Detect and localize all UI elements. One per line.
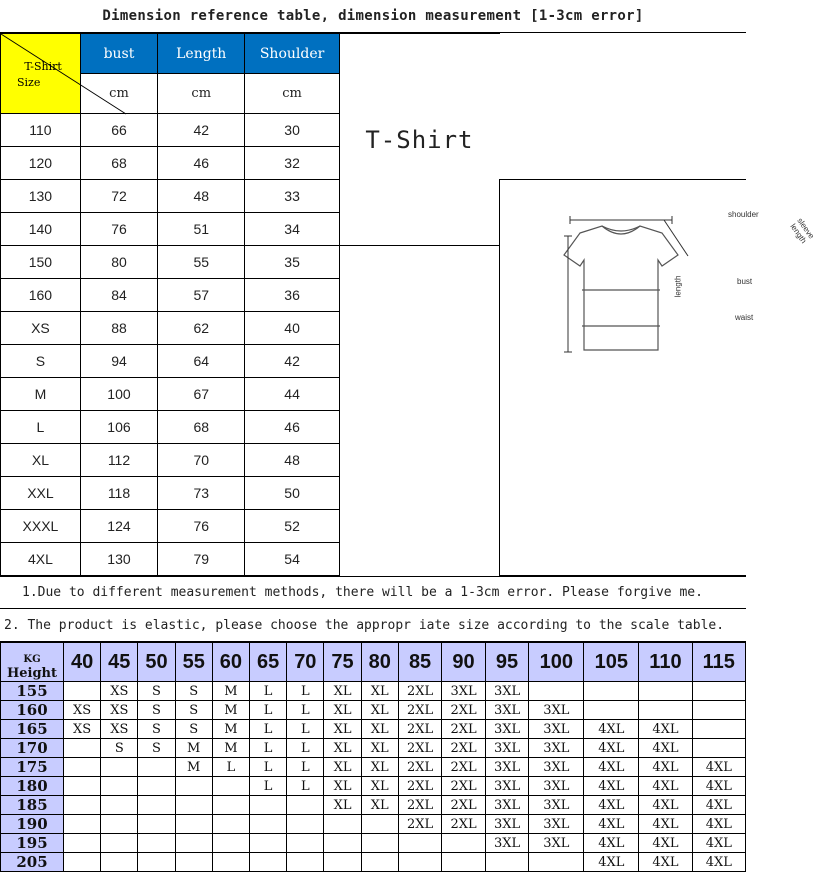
size-cell-size: 150 [1, 246, 81, 279]
size-recommendation-cell: M [212, 739, 249, 758]
size-recommendation-cell: 3XL [485, 758, 528, 777]
size-recommendation-cell: XS [101, 701, 138, 720]
size-recommendation-cell [212, 777, 249, 796]
size-cell-bust: 124 [80, 510, 157, 543]
size-recommendation-cell: 2XL [398, 682, 441, 701]
size-recommendation-cell [64, 796, 101, 815]
weight-header-cell: 90 [442, 643, 485, 682]
size-recommendation-cell: L [250, 720, 287, 739]
size-cell-length: 46 [158, 147, 245, 180]
unit-length: cm [158, 74, 245, 114]
size-recommendation-cell: 4XL [692, 796, 745, 815]
size-cell-length: 57 [158, 279, 245, 312]
size-recommendation-cell [175, 853, 212, 872]
note-1: 1.Due to different measurement methods, there will be a 1-3cm error. Please forgive me. [0, 576, 746, 609]
size-cell-bust: 76 [80, 213, 157, 246]
size-recommendation-cell [361, 815, 398, 834]
weight-table-corner [1, 643, 64, 682]
size-recommendation-cell: 4XL [584, 777, 639, 796]
unit-bust: cm [80, 74, 157, 114]
height-cell: 155 [1, 682, 64, 701]
height-cell: 185 [1, 796, 64, 815]
size-recommendation-cell [442, 834, 485, 853]
size-cell-bust: 88 [80, 312, 157, 345]
size-cell-bust: 100 [80, 378, 157, 411]
size-cell-shoulder: 54 [245, 543, 340, 576]
size-recommendation-cell [250, 815, 287, 834]
size-cell-shoulder: 30 [245, 114, 340, 147]
size-recommendation-cell [529, 853, 584, 872]
size-recommendation-cell: 2XL [398, 701, 441, 720]
size-recommendation-cell [361, 834, 398, 853]
size-recommendation-cell: XL [361, 720, 398, 739]
size-recommendation-cell: 4XL [692, 834, 745, 853]
size-recommendation-cell: 4XL [639, 720, 692, 739]
size-recommendation-cell [287, 815, 324, 834]
size-recommendation-cell [442, 853, 485, 872]
size-recommendation-cell [101, 796, 138, 815]
diagram-cell [500, 180, 817, 576]
size-cell-size: XL [1, 444, 81, 477]
size-recommendation-cell: S [175, 682, 212, 701]
size-cell-shoulder: 48 [245, 444, 340, 477]
size-recommendation-cell: XL [361, 796, 398, 815]
size-recommendation-cell: 4XL [584, 739, 639, 758]
size-recommendation-cell: XS [101, 720, 138, 739]
size-cell-shoulder: 35 [245, 246, 340, 279]
size-cell-bust: 68 [80, 147, 157, 180]
size-recommendation-cell: 4XL [584, 758, 639, 777]
size-recommendation-cell [398, 834, 441, 853]
size-recommendation-cell [64, 739, 101, 758]
size-recommendation-cell: M [212, 720, 249, 739]
size-recommendation-cell: 3XL [529, 834, 584, 853]
weight-header-cell: 80 [361, 643, 398, 682]
size-recommendation-cell: 3XL [485, 701, 528, 720]
size-recommendation-cell: 3XL [485, 777, 528, 796]
size-recommendation-cell: 3XL [485, 815, 528, 834]
size-recommendation-cell: 2XL [398, 777, 441, 796]
size-recommendation-cell [250, 853, 287, 872]
size-cell-length: 42 [158, 114, 245, 147]
size-cell-length: 73 [158, 477, 245, 510]
size-recommendation-cell [639, 701, 692, 720]
size-recommendation-cell [639, 682, 692, 701]
weight-header-cell: 40 [64, 643, 101, 682]
header-shoulder: Shoulder [245, 34, 340, 74]
size-recommendation-cell [175, 777, 212, 796]
note-2: 2. The product is elastic, please choose the appropr iate size according to the scale table. [0, 609, 746, 642]
size-recommendation-cell [692, 682, 745, 701]
size-recommendation-cell [324, 815, 361, 834]
size-recommendation-cell [101, 758, 138, 777]
size-recommendation-cell [250, 796, 287, 815]
height-row [1, 758, 746, 777]
size-recommendation-cell: 3XL [485, 682, 528, 701]
height-row [1, 853, 746, 872]
size-recommendation-cell: 2XL [442, 701, 485, 720]
weight-header-cell: 115 [692, 643, 745, 682]
size-recommendation-cell: 4XL [584, 720, 639, 739]
size-cell-length: 67 [158, 378, 245, 411]
height-cell: 160 [1, 701, 64, 720]
size-recommendation-cell [692, 739, 745, 758]
size-recommendation-cell [64, 853, 101, 872]
size-recommendation-cell: XL [361, 758, 398, 777]
size-cell-bust: 80 [80, 246, 157, 279]
size-recommendation-cell: XL [324, 739, 361, 758]
unit-shoulder: cm [245, 74, 340, 114]
size-recommendation-cell: 3XL [442, 682, 485, 701]
diagram-label-bust: bust [737, 277, 753, 286]
size-cell-size: 110 [1, 114, 81, 147]
size-recommendation-cell: 2XL [442, 739, 485, 758]
size-recommendation-cell: XL [324, 758, 361, 777]
height-cell: 195 [1, 834, 64, 853]
height-row [1, 720, 746, 739]
size-recommendation-cell: L [287, 682, 324, 701]
size-recommendation-cell: XL [324, 682, 361, 701]
weight-header-cell: 110 [639, 643, 692, 682]
size-cell-shoulder: 44 [245, 378, 340, 411]
size-recommendation-cell [175, 834, 212, 853]
size-recommendation-cell [212, 815, 249, 834]
diagram-label-shoulder: shoulder [728, 210, 759, 219]
weight-header-cell: 95 [485, 643, 528, 682]
height-cell: 165 [1, 720, 64, 739]
size-recommendation-cell: 4XL [692, 815, 745, 834]
size-recommendation-cell: 2XL [442, 815, 485, 834]
size-cell-size: XS [1, 312, 81, 345]
size-table-header-row [1, 34, 747, 74]
size-recommendation-cell: 2XL [442, 796, 485, 815]
height-row [1, 701, 746, 720]
size-cell-size: XXL [1, 477, 81, 510]
size-recommendation-cell: XL [361, 777, 398, 796]
size-recommendation-cell: 3XL [529, 777, 584, 796]
size-cell-size: XXXL [1, 510, 81, 543]
size-recommendation-cell: 4XL [584, 853, 639, 872]
tshirt-diagram [500, 180, 746, 440]
size-recommendation-cell: M [175, 758, 212, 777]
size-recommendation-cell: L [250, 739, 287, 758]
size-recommendation-cell [485, 853, 528, 872]
size-cell-length: 68 [158, 411, 245, 444]
size-recommendation-cell [64, 777, 101, 796]
size-recommendation-cell: 4XL [584, 815, 639, 834]
size-recommendation-cell: M [212, 682, 249, 701]
size-recommendation-cell: 4XL [639, 796, 692, 815]
size-cell-length: 64 [158, 345, 245, 378]
size-cell-shoulder: 42 [245, 345, 340, 378]
weight-header-cell: 50 [138, 643, 175, 682]
corner-label-kg: KG [23, 654, 41, 665]
weight-header-row [1, 643, 746, 682]
header-bust: bust [80, 34, 157, 74]
size-recommendation-cell [212, 853, 249, 872]
size-recommendation-cell [212, 834, 249, 853]
size-recommendation-cell: 4XL [639, 777, 692, 796]
size-recommendation-cell: L [212, 758, 249, 777]
size-recommendation-cell: L [287, 777, 324, 796]
size-recommendation-cell [138, 853, 175, 872]
size-recommendation-cell: 2XL [398, 739, 441, 758]
size-recommendation-cell [101, 834, 138, 853]
size-recommendation-cell: 4XL [639, 815, 692, 834]
size-recommendation-cell: 3XL [485, 739, 528, 758]
size-recommendation-cell [692, 720, 745, 739]
size-recommendation-cell: 4XL [584, 834, 639, 853]
size-cell-size: L [1, 411, 81, 444]
height-row [1, 682, 746, 701]
size-recommendation-cell: 2XL [442, 720, 485, 739]
size-recommendation-cell: 3XL [529, 720, 584, 739]
size-recommendation-cell: 3XL [529, 815, 584, 834]
size-recommendation-cell [175, 796, 212, 815]
weight-header-cell: 75 [324, 643, 361, 682]
size-recommendation-cell: XL [324, 796, 361, 815]
size-cell-length: 76 [158, 510, 245, 543]
size-recommendation-cell: M [175, 739, 212, 758]
size-cell-bust: 106 [80, 411, 157, 444]
size-cell-shoulder: 33 [245, 180, 340, 213]
size-recommendation-cell: 4XL [639, 739, 692, 758]
size-recommendation-cell: XL [361, 739, 398, 758]
size-recommendation-cell [692, 701, 745, 720]
size-recommendation-cell: 2XL [398, 758, 441, 777]
size-recommendation-cell [250, 834, 287, 853]
weight-header-cell: 100 [529, 643, 584, 682]
size-recommendation-cell: L [287, 758, 324, 777]
size-cell-length: 62 [158, 312, 245, 345]
corner-diagonal-line [1, 34, 126, 114]
size-recommendation-cell: 4XL [584, 796, 639, 815]
page-title: Dimension reference table, dimension measurement [1-3cm error] [0, 0, 746, 33]
size-recommendation-cell [138, 834, 175, 853]
weight-header-cell: 65 [250, 643, 287, 682]
diagram-label-sleeve: sleeve length [788, 216, 817, 246]
size-cell-bust: 130 [80, 543, 157, 576]
size-recommendation-cell: S [138, 701, 175, 720]
size-recommendation-cell: 3XL [529, 701, 584, 720]
height-cell: 180 [1, 777, 64, 796]
size-recommendation-cell [138, 758, 175, 777]
size-recommendation-cell: 4XL [692, 853, 745, 872]
size-cell-shoulder: 34 [245, 213, 340, 246]
size-recommendation-cell: 3XL [529, 739, 584, 758]
size-cell-length: 48 [158, 180, 245, 213]
size-cell-size: 130 [1, 180, 81, 213]
diagram-label-waist: waist [735, 313, 754, 322]
size-cell-shoulder: 32 [245, 147, 340, 180]
weight-header-cell: 85 [398, 643, 441, 682]
size-recommendation-cell: S [138, 739, 175, 758]
size-recommendation-cell: XS [64, 701, 101, 720]
height-row [1, 815, 746, 834]
size-recommendation-cell [64, 682, 101, 701]
size-recommendation-cell: M [212, 701, 249, 720]
height-row [1, 739, 746, 758]
size-cell-shoulder: 40 [245, 312, 340, 345]
size-cell-length: 55 [158, 246, 245, 279]
height-row [1, 834, 746, 853]
size-recommendation-cell: XL [324, 777, 361, 796]
size-cell-size: 4XL [1, 543, 81, 576]
size-recommendation-cell: XL [324, 701, 361, 720]
weight-header-cell: 55 [175, 643, 212, 682]
size-recommendation-cell: S [138, 682, 175, 701]
size-cell-length: 70 [158, 444, 245, 477]
size-cell-shoulder: 52 [245, 510, 340, 543]
size-recommendation-cell: L [250, 758, 287, 777]
size-recommendation-cell [584, 682, 639, 701]
size-recommendation-cell [529, 682, 584, 701]
weight-header-cell: 70 [287, 643, 324, 682]
size-recommendation-cell: L [287, 720, 324, 739]
size-recommendation-cell: 3XL [485, 720, 528, 739]
height-cell: 205 [1, 853, 64, 872]
size-recommendation-cell: XS [101, 682, 138, 701]
size-recommendation-cell [584, 701, 639, 720]
weight-header-cell: 60 [212, 643, 249, 682]
header-length: Length [158, 34, 245, 74]
size-recommendation-cell [175, 815, 212, 834]
size-recommendation-cell: S [138, 720, 175, 739]
size-cell-size: M [1, 378, 81, 411]
size-cell-size: 140 [1, 213, 81, 246]
size-recommendation-cell [324, 853, 361, 872]
size-cell-bust: 84 [80, 279, 157, 312]
size-recommendation-cell [361, 853, 398, 872]
size-recommendation-cell [324, 834, 361, 853]
corner-label-height: Height [6, 666, 58, 681]
size-recommendation-cell [212, 796, 249, 815]
size-cell-bust: 118 [80, 477, 157, 510]
size-cell-size: 160 [1, 279, 81, 312]
size-recommendation-cell: XS [64, 720, 101, 739]
size-recommendation-cell [398, 853, 441, 872]
size-recommendation-cell [101, 777, 138, 796]
size-recommendation-cell: XL [361, 701, 398, 720]
size-cell-size: 120 [1, 147, 81, 180]
size-recommendation-cell [64, 815, 101, 834]
size-recommendation-cell: S [175, 720, 212, 739]
size-recommendation-cell: L [250, 682, 287, 701]
size-recommendation-cell: S [101, 739, 138, 758]
weight-header-cell: 105 [584, 643, 639, 682]
size-recommendation-cell [138, 796, 175, 815]
size-recommendation-cell: 2XL [442, 758, 485, 777]
size-cell-size: S [1, 345, 81, 378]
size-recommendation-cell: 2XL [398, 720, 441, 739]
size-cell-length: 51 [158, 213, 245, 246]
size-recommendation-cell: L [250, 777, 287, 796]
size-recommendation-cell [287, 853, 324, 872]
size-cell-shoulder: 46 [245, 411, 340, 444]
size-recommendation-cell: 4XL [639, 758, 692, 777]
height-cell: 190 [1, 815, 64, 834]
size-recommendation-cell: 4XL [639, 853, 692, 872]
size-recommendation-cell: S [175, 701, 212, 720]
size-recommendation-cell: 3XL [529, 796, 584, 815]
size-recommendation-cell [138, 815, 175, 834]
size-recommendation-cell: L [250, 701, 287, 720]
size-recommendation-cell [101, 815, 138, 834]
height-cell: 170 [1, 739, 64, 758]
size-recommendation-cell: 4XL [639, 834, 692, 853]
size-cell-bust: 66 [80, 114, 157, 147]
size-recommendation-cell: XL [361, 682, 398, 701]
size-recommendation-cell: L [287, 701, 324, 720]
size-recommendation-cell: 3XL [485, 796, 528, 815]
side-title-cell [339, 34, 499, 246]
size-table [0, 33, 817, 576]
height-row [1, 777, 746, 796]
size-recommendation-cell [138, 777, 175, 796]
size-recommendation-cell [64, 758, 101, 777]
size-recommendation-cell: 3XL [529, 758, 584, 777]
size-recommendation-cell [287, 834, 324, 853]
size-table-corner [1, 34, 81, 114]
size-cell-length: 79 [158, 543, 245, 576]
height-cell: 175 [1, 758, 64, 777]
weight-height-table [0, 642, 746, 872]
size-cell-shoulder: 50 [245, 477, 340, 510]
side-title: T-Shirt [365, 125, 474, 154]
size-cell-bust: 72 [80, 180, 157, 213]
size-recommendation-cell: 2XL [442, 777, 485, 796]
size-recommendation-cell: 4XL [692, 777, 745, 796]
size-recommendation-cell: L [287, 739, 324, 758]
size-recommendation-cell [64, 834, 101, 853]
size-recommendation-cell [287, 796, 324, 815]
height-row [1, 796, 746, 815]
size-recommendation-cell: 3XL [485, 834, 528, 853]
size-recommendation-cell: XL [324, 720, 361, 739]
corner-label-tshirt: T-Shirt [24, 60, 62, 73]
size-recommendation-cell [101, 853, 138, 872]
size-cell-bust: 94 [80, 345, 157, 378]
size-recommendation-cell: 2XL [398, 815, 441, 834]
corner-label-size: Size [17, 76, 41, 89]
weight-header-cell: 45 [101, 643, 138, 682]
diagram-label-length: length [673, 275, 683, 298]
size-recommendation-cell: 2XL [398, 796, 441, 815]
size-cell-bust: 112 [80, 444, 157, 477]
size-recommendation-cell: 4XL [692, 758, 745, 777]
size-cell-shoulder: 36 [245, 279, 340, 312]
